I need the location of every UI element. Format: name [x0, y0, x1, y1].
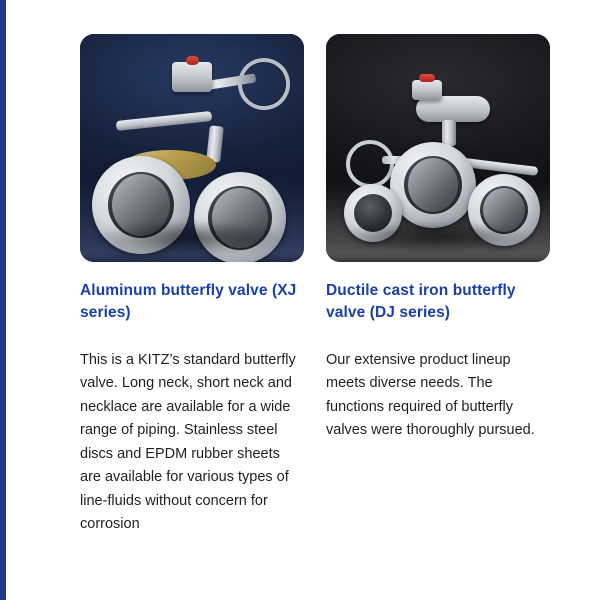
- floor-shadow: [340, 222, 536, 252]
- red-indicator-cap: [186, 56, 199, 65]
- left-edge-rule: [0, 0, 6, 600]
- actuator-solenoid-box: [412, 80, 442, 100]
- actuator-stem: [442, 120, 456, 146]
- product-card-xj-series[interactable]: [80, 34, 304, 537]
- red-indicator-cap: [419, 74, 435, 82]
- product-description: Our extensive product lineup meets diverse needs. The functions required of butterfly valves were thoroughly pursued.: [326, 351, 535, 439]
- handwheel-icon: [346, 140, 394, 188]
- product-card-dj-series[interactable]: [326, 34, 550, 537]
- gear-operator-box: [172, 62, 212, 92]
- floor-shadow: [92, 220, 292, 256]
- ductile-cast-iron-butterfly-valve-photo[interactable]: [326, 34, 550, 262]
- product-title: Ductile cast iron butterfly valve (DJ series): [326, 282, 516, 322]
- aluminum-butterfly-valve-photo[interactable]: [80, 34, 304, 262]
- valve-disc-center: [408, 158, 458, 212]
- product-title: Aluminum butterfly valve (XJ series): [80, 282, 297, 322]
- product-description: This is a KITZ’s standard butterfly valve. Long neck, short neck and necklace are available for a wide range of piping. Stainless steel discs and EPDM rubber sheets are available for various types of line-fluids without concern for corrosion: [80, 351, 296, 533]
- product-card-grid: [80, 34, 550, 537]
